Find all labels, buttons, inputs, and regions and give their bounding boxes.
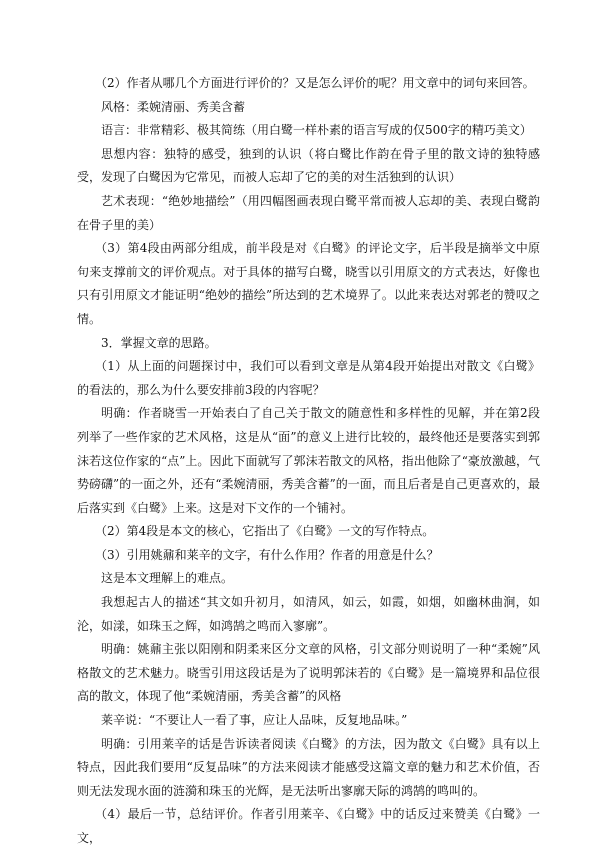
paragraph-s3-answer1: 明确：作者晓雪一开始表白了自己关于散文的随意性和多样性的见解，并在第2段列举了一些作家的艺术风格，这是从“面”的意义上进行比较的，最终他还是要落实到郭沫若这位作家的“点”上。因此下面就写了郭沫若散文的风格，指出他除了“豪放激越，气势磅礴”的一面之外，还有“柔婉清丽，秀美含蓄”的一面，而且后者是自己更喜欢的，最后落实到《白鹭》上来。这是对下文作的一个铺衬。 [77,406,540,515]
paragraph-style: 风格：柔婉清丽、秀美含蓄 [101,99,246,114]
paragraph-answer-lessing: 明确：引用莱辛的话是告诉读者阅读《白鹭》的方法，因为散文《白鹭》具有以上特点，因此我们要用“反复品味”的方法来阅读才能感受这篇文章的魅力和艺术价值，否则无法发现水面的涟漪和珠玉的光辉，是无法听出寥廓天际的鸿鹄的鸣叫的。 [77,736,540,798]
paragraph-quote-lessing: 莱辛说：“不要让人一看了事，应让人品味，反复地品味。” [101,713,408,728]
paragraph-s3-q2: （2）第4段是本文的核心，它指出了《白鹭》一文的写作特点。 [95,524,435,539]
paragraph-language: 语言：非常精彩、极其简练（用白鹭一样朴素的语言写成的仅500字的精巧美文） [101,123,532,138]
paragraph-art: 艺术表现：“绝妙地描绘”（用四幅图画表现白鹭平常而被人忘却的美、表现白鹭韵在骨子里的美） [77,193,540,232]
paragraph-q3: （3）第4段由两部分组成，前半段是对《白鹭》的评论文字，后半段是摘举文中原句来支撑前文的评价观点。对于具体的描写白鹭，晓雪以引用原文的方式表达，好像也只有引用原文才能证明“绝妙的描绘”所达到的艺术境界了。以此来表达对郭老的赞叹之情。 [77,241,540,326]
paragraph-q2: （2）作者从哪几个方面进行评价的？又是怎么评价的呢？用文章中的词句来回答。 [95,76,535,90]
paragraph-content: 思想内容：独特的感受，独到的认识（将白鹭比作韵在骨子里的散文诗的独特感受，发现了白鹭因为它常见，而被人忘却了它的美的对生活独到的认识） [77,146,540,185]
paragraph-section-3: 3．掌握文章的思路。 [101,335,217,350]
paragraph-difficulty: 这是本文理解上的难点。 [101,571,234,586]
paragraph-s3-q1: （1）从上面的问题探讨中，我们可以看到文章是从第4段开始提出对散文《白鹭》的看法的，那么为什么要安排前3段的内容呢？ [77,359,540,397]
paragraph-answer-yaonai: 明确：姚鼐主张以阳刚和阴柔来区分文章的风格，引文部分则说明了一种“柔婉”风格散文的艺术魅力。晓雪引用这段话是为了说明郭沫若的《白鹭》是一篇境界和品位很高的散文，体现了他“柔婉清丽，秀美含蓄”的风格 [77,642,540,704]
paragraph-s3-q3: （3）引用姚鼐和莱辛的文字，有什么作用？作者的用意是什么？ [95,547,439,562]
paragraph-s3-q4: （4）最后一节，总结评价。作者引用莱辛、《白鹭》中的话反过来赞美《白鹭》一文， [77,807,540,845]
paragraph-quote-ancient: 我想起古人的描述“其文如升初月，如清风，如云，如霞，如烟，如幽林曲涧，如沦，如漾，如珠玉之辉，如鸿鹄之鸣而入寥廓”。 [77,595,540,633]
